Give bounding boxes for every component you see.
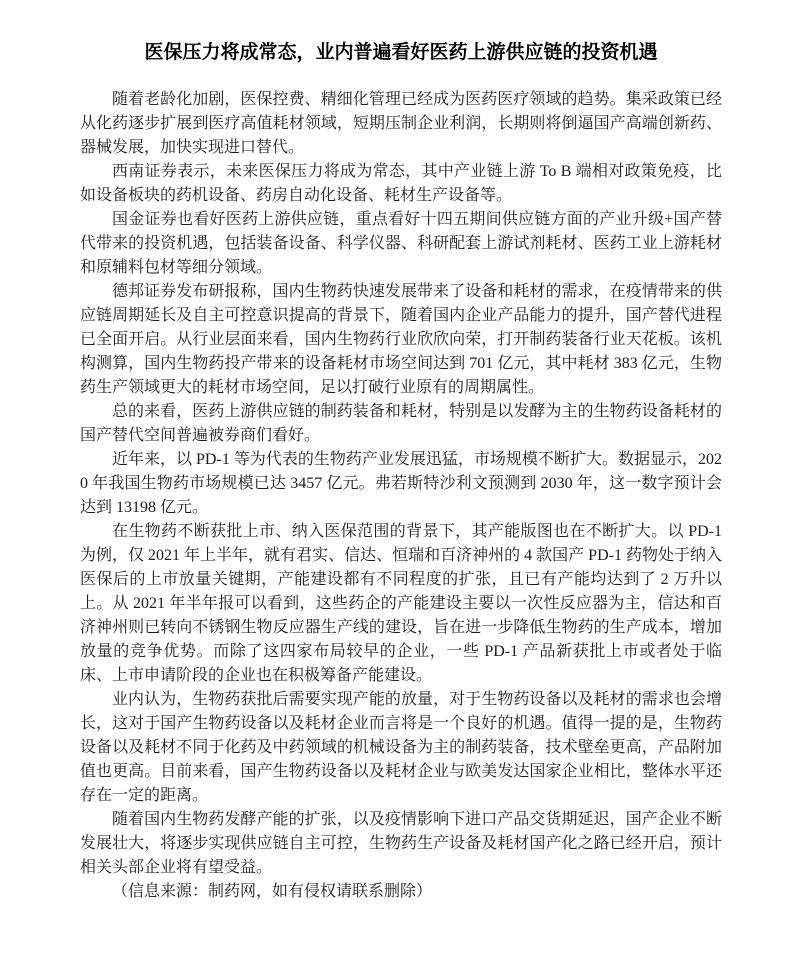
paragraph: 近年来，以 PD-1 等为代表的生物药产业发展迅猛，市场规模不断扩大。数据显示，2020 年我国生物药市场规模已达 3457 亿元。弗若斯特沙利文预测到 2030 年，这一数字预计会达到 13198 亿元。 bbox=[80, 451, 722, 516]
paragraph: 随着国内生物药发酵产能的扩张，以及疫情影响下进口产品交货期延迟，国产企业不断发展壮大，将逐步实现供应链自主可控，生物药生产设备及耗材国产化之路已经开启，预计相关头部企业将有望受益。 bbox=[80, 811, 722, 876]
paragraph: 随着老龄化加剧，医保控费、精细化管理已经成为医药医疗领域的趋势。集采政策已经从化药逐步扩展到医疗高值耗材领域，短期压制企业利润，长期则将倒逼国产高端创新药、器械发展，加快实现进口替代。 bbox=[80, 91, 722, 156]
paragraph: 业内认为，生物药获批后需要实现产能的放量，对于生物药设备以及耗材的需求也会增长，这对于国产生物药设备以及耗材企业而言将是一个良好的机遇。值得一提的是，生物药设备以及耗材不同于化药及中药领域的机械设备为主的制药装备，技术壁垒更高，产品附加值也更高。目前来看，国产生物药设备以及耗材企业与欧美发达国家企业相比，整体水平还存在一定的距离。 bbox=[80, 691, 722, 804]
paragraph: 在生物药不断获批上市、纳入医保范围的背景下，其产能版图也在不断扩大。以 PD-1 为例，仅 2021 年上半年，就有君实、信达、恒瑞和百济神州的 4 款国产 PD-1 药物处于纳入医保后的上市放量关键期，产能建设都有不同程度的扩张，且已有产能均达到了 2 万升以上。从 2021 年半年报可以看到，这些药企的产能建设主要以一次性反应器为主，信达和百济神州则已转向不锈钢生物反应器生产线的建设，旨在进一步降低生物药的生产成本，增加放量的竞争优势。而除了这四家布局较早的企业，一些 PD-1 产品新获批上市或者处于临床、上市申请阶段的企业也在积极筹备产能建设。 bbox=[80, 523, 722, 684]
paragraph: 德邦证券发布研报称，国内生物药快速发展带来了设备和耗材的需求，在疫情带来的供应链周期延长及自主可控意识提高的背景下，随着国内企业产品能力的提升，国产替代进程已全面开启。从行业层面来看，国内生物药行业欣欣向荣，打开制药装备行业天花板。该机构测算，国内生物药投产带来的设备耗材市场空间达到 701 亿元，其中耗材 383 亿元，生物药生产领域更大的耗材市场空间，足以打破行业原有的周期属性。 bbox=[80, 283, 722, 396]
source-note: （信息来源：制药网，如有侵权请联系删除） bbox=[112, 883, 433, 900]
paragraph: 总的来看，医药上游供应链的制药装备和耗材，特别是以发酵为主的生物药设备耗材的国产替代空间普遍被券商们看好。 bbox=[80, 403, 722, 444]
article-title: 医保压力将成常态，业内普遍看好医药上游供应链的投资机遇 bbox=[144, 42, 658, 63]
paragraph: 国金证券也看好医药上游供应链，重点看好十四五期间供应链方面的产业升级+国产替代带来的投资机遇，包括装备设备、科学仪器、科研配套上游试剂耗材、医药工业上游耗材和原辅料包材等细分领域。 bbox=[80, 211, 722, 276]
paragraph: 西南证券表示，未来医保压力将成为常态，其中产业链上游 To B 端相对政策免疫，比如设备板块的药机设备、药房自动化设备、耗材生产设备等。 bbox=[80, 163, 722, 204]
